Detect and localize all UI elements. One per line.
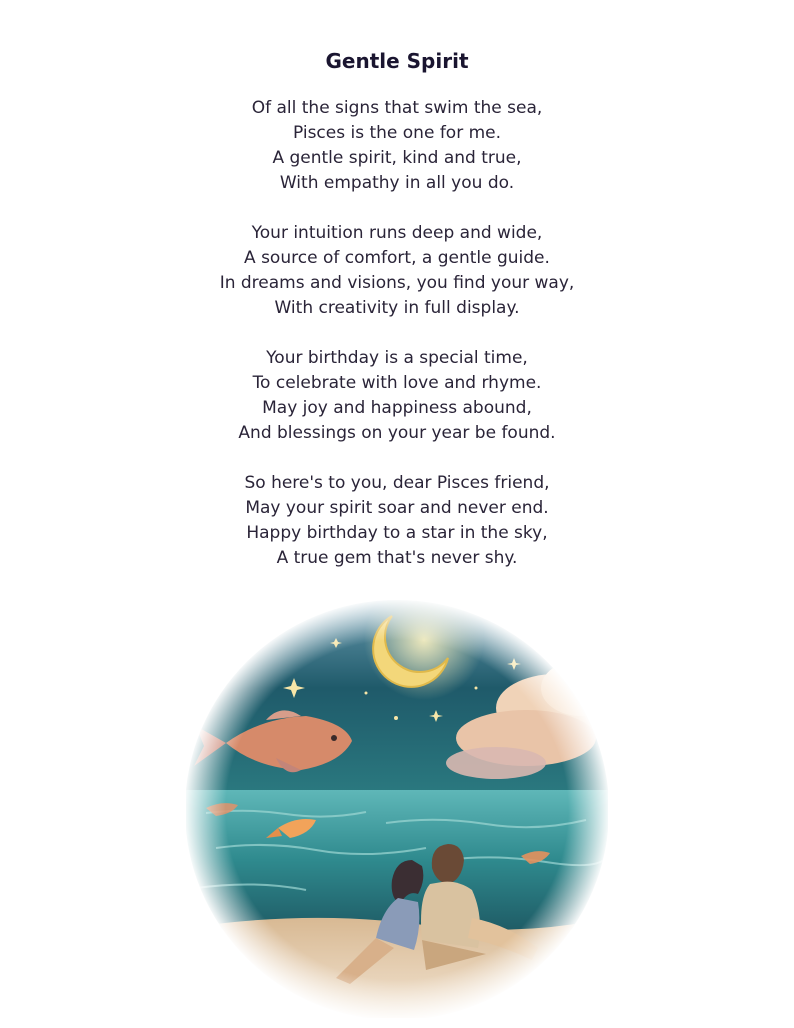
poem-line: Happy birthday to a star in the sky, — [246, 523, 548, 543]
poem-line: Pisces is the one for me. — [292, 123, 502, 143]
night-sea-couple-illustration — [186, 598, 608, 1018]
poem-line: Your intuition runs deep and wide, — [251, 223, 543, 243]
poem-line: With empathy in all you do. — [279, 173, 515, 193]
stanza-3 — [0, 346, 794, 446]
poem-line: With creativity in full display. — [274, 298, 520, 318]
poem-line: To celebrate with love and rhyme. — [252, 373, 542, 393]
stanza-4 — [0, 471, 794, 571]
poem-line: And blessings on your year be found. — [238, 423, 556, 443]
poem-body — [0, 96, 794, 596]
poem-line: May joy and happiness abound, — [262, 398, 532, 418]
poem-line: A source of comfort, a gentle guide. — [244, 248, 550, 268]
poem-line: A true gem that's never shy. — [276, 548, 518, 568]
illustration-svg — [186, 598, 608, 1018]
poem-line: Of all the signs that swim the sea, — [251, 98, 543, 118]
poem-line: In dreams and visions, you find your way, — [219, 273, 575, 293]
vignette — [186, 598, 608, 1018]
poem-line: May your spirit soar and never end. — [245, 498, 549, 518]
stanza-2 — [0, 221, 794, 321]
poem-line: So here's to you, dear Pisces friend, — [244, 473, 550, 493]
poem-line: A gentle spirit, kind and true, — [272, 148, 522, 168]
stanza-1 — [0, 96, 794, 196]
poem-line: Your birthday is a special time, — [266, 348, 528, 368]
poem-title: Gentle Spirit — [325, 49, 469, 73]
